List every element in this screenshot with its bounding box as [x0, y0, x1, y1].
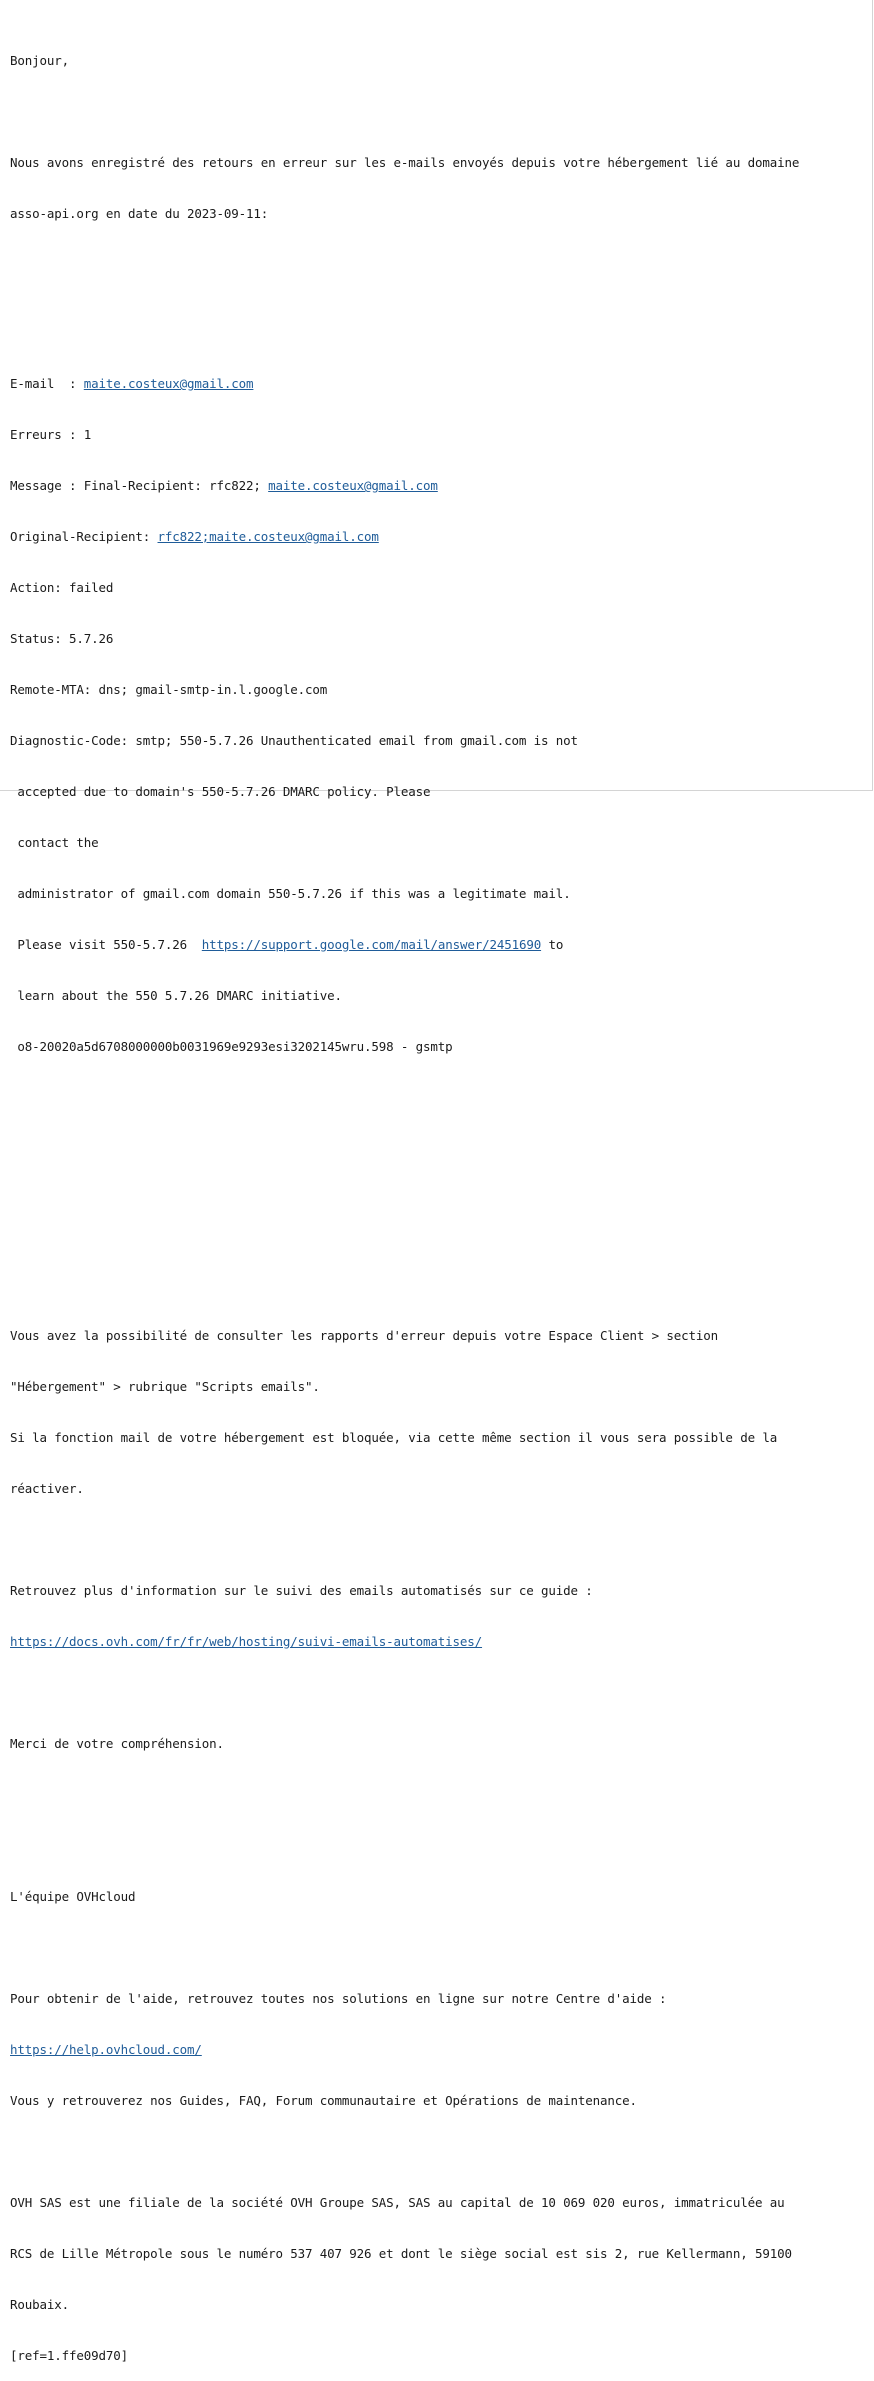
- blank-line: [10, 1939, 868, 1956]
- legal-line: RCS de Lille Métropole sous le numéro 537 407 926 et dont le siège social est sis 2, rue Kellermann, 59100: [10, 2246, 792, 2261]
- client-info-line: Si la fonction mail de votre hébergement est bloquée, via cette même section il vous sera possible de la: [10, 1430, 778, 1445]
- legal-line: Roubaix.: [10, 2297, 70, 2312]
- diagnostic-text: Please visit 550-5.7.26: [10, 937, 202, 952]
- report-errors-line: Erreurs : 1: [10, 427, 92, 442]
- report-original-label: Original-Recipient:: [10, 529, 158, 544]
- report-original-line: [10, 528, 868, 545]
- report-email-label: E-mail :: [10, 376, 84, 391]
- diagnostic-line: o8-20020a5d6708000000b0031969e9293esi3202145wru.598 - gsmtp: [10, 1039, 453, 1054]
- diagnostic-line: Diagnostic-Code: smtp; 550-5.7.26 Unauthenticated email from gmail.com is not: [10, 733, 578, 748]
- report-remote-mta-line: Remote-MTA: dns; gmail-smtp-in.l.google.com: [10, 682, 328, 697]
- client-info-line: réactiver.: [10, 1481, 84, 1496]
- diagnostic-line: learn about the 550 5.7.26 DMARC initiative.: [10, 988, 342, 1003]
- diagnostic-line: [10, 936, 868, 953]
- client-info-line: "Hébergement" > rubrique "Scripts emails".: [10, 1379, 320, 1394]
- blank-line: [10, 1157, 868, 1174]
- report-email-line: [10, 375, 868, 392]
- greeting: Bonjour,: [10, 53, 70, 68]
- client-info-line: Vous avez la possibilité de consulter les rapports d'erreur depuis votre Espace Client > section: [10, 1328, 719, 1343]
- thanks-line: Merci de votre compréhension.: [10, 1736, 224, 1751]
- blank-line: [10, 2143, 868, 2160]
- blank-line: [10, 1259, 868, 1276]
- blank-line: [10, 1208, 868, 1225]
- report-message-label: Message : Final-Recipient: rfc822;: [10, 478, 269, 493]
- final-recipient-link[interactable]: maite.costeux@gmail.com: [268, 478, 438, 493]
- diagnostic-text: to: [541, 937, 564, 952]
- reference-line: [ref=1.ffe09d70]: [10, 2348, 129, 2363]
- google-support-link[interactable]: https://support.google.com/mail/answer/2451690: [201, 937, 542, 952]
- ovh-guide-link[interactable]: https://docs.ovh.com/fr/fr/web/hosting/suivi-emails-automatises/: [10, 1634, 483, 1649]
- report-status-line: Status: 5.7.26: [10, 631, 114, 646]
- intro-line: asso-api.org en date du 2023-09-11:: [10, 206, 269, 221]
- original-recipient-link[interactable]: rfc822;maite.costeux@gmail.com: [157, 529, 379, 544]
- ovh-help-link[interactable]: https://help.ovhcloud.com/: [10, 2042, 202, 2057]
- diagnostic-line: contact the: [10, 835, 99, 850]
- diagnostic-line: administrator of gmail.com domain 550-5.7.26 if this was a legitimate mail.: [10, 886, 571, 901]
- blank-line: [10, 1106, 868, 1123]
- legal-line: OVH SAS est une filiale de la société OVH Groupe SAS, SAS au capital de 10 069 020 euros, immatriculée au: [10, 2195, 785, 2210]
- blank-line: [10, 1531, 868, 1548]
- intro-line: Nous avons enregistré des retours en erreur sur les e-mails envoyés depuis votre hébergement lié au domaine: [10, 155, 800, 170]
- guide-line: Retrouvez plus d'information sur le suivi des emails automatisés sur ce guide :: [10, 1583, 593, 1598]
- help-line-link: [10, 2041, 868, 2058]
- recipient-email-link[interactable]: maite.costeux@gmail.com: [83, 376, 254, 391]
- blank-line: [10, 307, 868, 324]
- blank-line: [10, 256, 868, 273]
- blank-line: [10, 103, 868, 120]
- blank-line: [10, 1837, 868, 1854]
- signature: L'équipe OVHcloud: [10, 1889, 136, 1904]
- help-line: Vous y retrouverez nos Guides, FAQ, Forum communautaire et Opérations de maintenance.: [10, 2093, 637, 2108]
- blank-line: [10, 1684, 868, 1701]
- diagnostic-line: accepted due to domain's 550-5.7.26 DMARC policy. Please: [10, 784, 431, 799]
- guide-line-link: [10, 1633, 868, 1650]
- report-message-line: [10, 477, 868, 494]
- email-body: [10, 18, 868, 2381]
- report-action-line: Action: failed: [10, 580, 114, 595]
- blank-line: [10, 1786, 868, 1803]
- help-line: Pour obtenir de l'aide, retrouvez toutes nos solutions en ligne sur notre Centre d'aide :: [10, 1991, 667, 2006]
